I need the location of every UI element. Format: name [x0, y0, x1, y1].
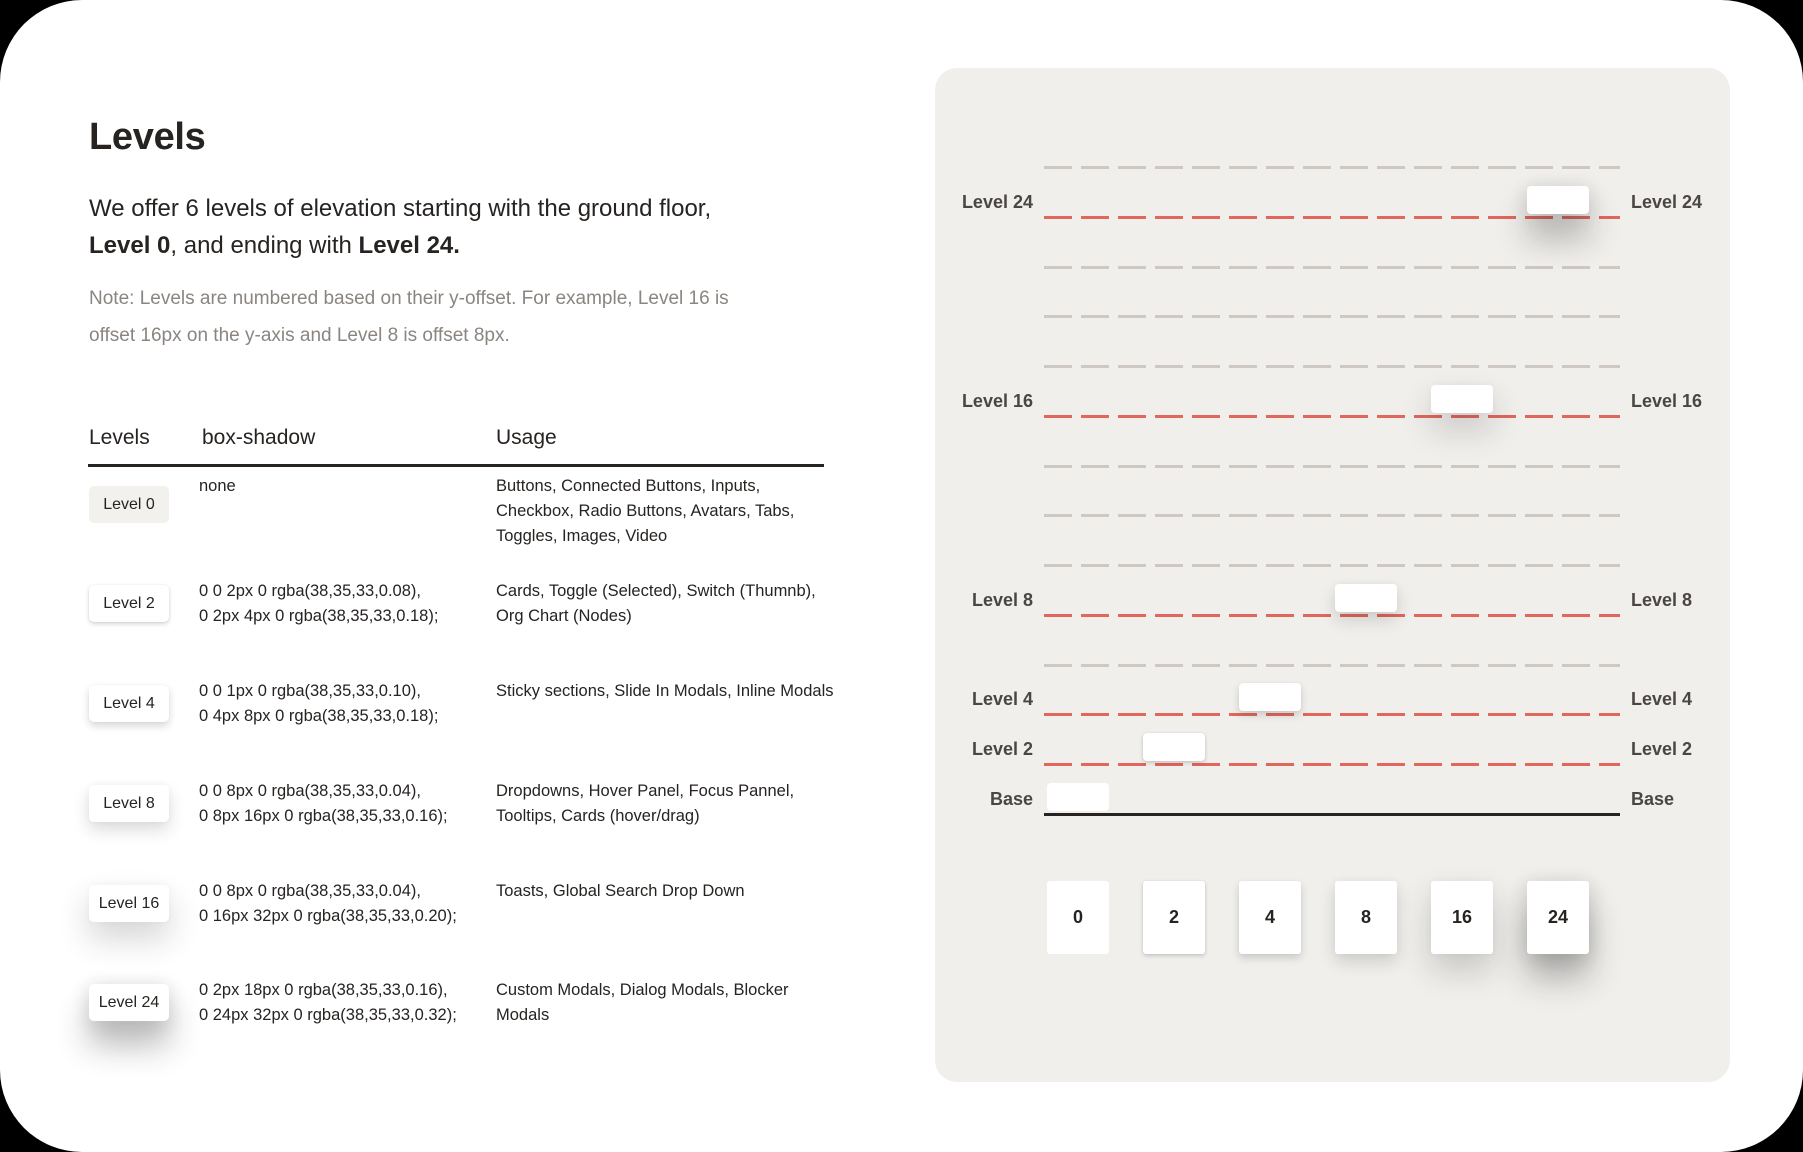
elevation-box-level-2	[1143, 733, 1205, 761]
elevation-box-level-16	[1431, 385, 1493, 413]
grid-line-14	[1044, 465, 1620, 468]
level-line-8	[1044, 614, 1620, 617]
column-header-usage: Usage	[496, 426, 557, 449]
shadow-line-2: 0 24px 32px 0 rgba(38,35,33,0.32);	[199, 1006, 457, 1024]
grid-line-12	[1044, 514, 1620, 517]
note-paragraph: Note: Levels are numbered based on their y-offset. For example, Level 16 is offset 16px on the y-axis and Level 8 is offset 8px.	[89, 288, 729, 346]
label-left-level-24: Level 24	[961, 192, 1033, 212]
level-badge: Level 24	[89, 984, 169, 1021]
shadow-value	[199, 879, 489, 929]
label-right-level-4: Level 4	[1631, 689, 1693, 709]
label-left-level-8: Level 8	[971, 590, 1033, 610]
shadow-value	[199, 978, 489, 1028]
label-left-base: Base	[989, 789, 1033, 809]
label-right-level-2: Level 2	[1631, 739, 1693, 759]
shadow-line-1: none	[199, 477, 236, 495]
shadow-line-2: 0 8px 16px 0 rgba(38,35,33,0.16);	[199, 807, 448, 825]
elevation-box-level-8	[1335, 584, 1397, 612]
shadow-value	[199, 474, 489, 499]
grid-line-20	[1044, 315, 1620, 318]
shadow-line-2: 0 4px 8px 0 rgba(38,35,33,0.18);	[199, 707, 439, 725]
shadow-line-1: 0 0 1px 0 rgba(38,35,33,0.10),	[199, 682, 421, 700]
usage-value: Cards, Toggle (Selected), Switch (Thumnb), Org Chart (Nodes)	[496, 582, 816, 625]
shadow-card-8: 8	[1335, 881, 1397, 954]
shadow-line-2: 0 16px 32px 0 rgba(38,35,33,0.20);	[199, 907, 457, 925]
usage-value: Buttons, Connected Buttons, Inputs, Checkbox, Radio Buttons, Avatars, Tabs, Toggles, Images, Video	[496, 477, 795, 545]
level-badge: Level 0	[89, 486, 169, 523]
shadow-card-4: 4	[1239, 881, 1301, 954]
elevation-box-level-24	[1527, 186, 1589, 214]
level-line-16	[1044, 415, 1620, 418]
level-badge: Level 16	[89, 885, 169, 922]
label-right-level-24: Level 24	[1631, 192, 1703, 212]
shadow-line-1: 0 0 8px 0 rgba(38,35,33,0.04),	[199, 882, 421, 900]
label-right-level-16: Level 16	[1631, 391, 1703, 411]
level-badge: Level 4	[89, 685, 169, 722]
level-line-2	[1044, 763, 1620, 766]
label-right-base: Base	[1631, 789, 1675, 809]
table-row-level-4	[88, 682, 848, 785]
elevation-diagram	[935, 68, 1730, 1082]
label-right-level-8: Level 8	[1631, 590, 1693, 610]
shadow-value	[199, 679, 489, 729]
level-line-4	[1044, 713, 1620, 716]
grid-line-22	[1044, 266, 1620, 269]
label-left-level-16: Level 16	[961, 391, 1033, 411]
shadow-line-1: 0 0 8px 0 rgba(38,35,33,0.04),	[199, 782, 421, 800]
table-header	[88, 420, 824, 467]
usage-value: Sticky sections, Slide In Modals, Inline Modals	[496, 682, 834, 700]
shadow-line-1: 0 0 2px 0 rgba(38,35,33,0.08),	[199, 582, 421, 600]
level-line-24	[1044, 216, 1620, 219]
table-row-level-16	[88, 882, 848, 985]
table-row-level-24	[88, 981, 848, 1084]
grid-line-26	[1044, 166, 1620, 169]
table-row-level-0	[88, 479, 848, 579]
shadow-line-1: 0 2px 18px 0 rgba(38,35,33,0.16),	[199, 981, 448, 999]
shadow-card-0: 0	[1047, 881, 1109, 954]
usage-value: Toasts, Global Search Drop Down	[496, 882, 745, 900]
page-title: Levels	[89, 116, 206, 158]
column-header-box-shadow: box-shadow	[202, 426, 316, 449]
levels-table	[88, 420, 834, 1024]
intro-bold-level-24: Level 24.	[358, 232, 460, 259]
shadow-value	[199, 579, 489, 629]
table-row-level-2	[88, 582, 848, 685]
shadow-value	[199, 779, 489, 829]
label-left-level-4: Level 4	[971, 689, 1033, 709]
level-badge: Level 2	[89, 585, 169, 622]
grid-line-6	[1044, 664, 1620, 667]
grid-line-18	[1044, 365, 1620, 368]
intro-text-2: , and ending with	[170, 232, 359, 259]
table-row-level-8	[88, 782, 848, 885]
shadow-card-24: 24	[1527, 881, 1589, 954]
column-header-levels: Levels	[89, 426, 150, 449]
level-badge: Level 8	[89, 785, 169, 822]
elevation-box-level-4	[1239, 683, 1301, 711]
base-line	[1044, 813, 1620, 816]
intro-paragraph	[89, 190, 729, 264]
label-left-level-2: Level 2	[971, 739, 1033, 759]
elevation-box-base	[1047, 783, 1109, 811]
intro-text-1: We offer 6 levels of elevation starting with the ground floor,	[89, 195, 712, 222]
intro-bold-level-0: Level 0	[89, 232, 171, 259]
shadow-card-16: 16	[1431, 881, 1493, 954]
shadow-line-2: 0 2px 4px 0 rgba(38,35,33,0.18);	[199, 607, 439, 625]
shadow-card-2: 2	[1143, 881, 1205, 954]
grid-line-10	[1044, 564, 1620, 567]
usage-value: Custom Modals, Dialog Modals, Blocker Modals	[496, 981, 789, 1024]
usage-value: Dropdowns, Hover Panel, Focus Pannel, Tooltips, Cards (hover/drag)	[496, 782, 795, 825]
